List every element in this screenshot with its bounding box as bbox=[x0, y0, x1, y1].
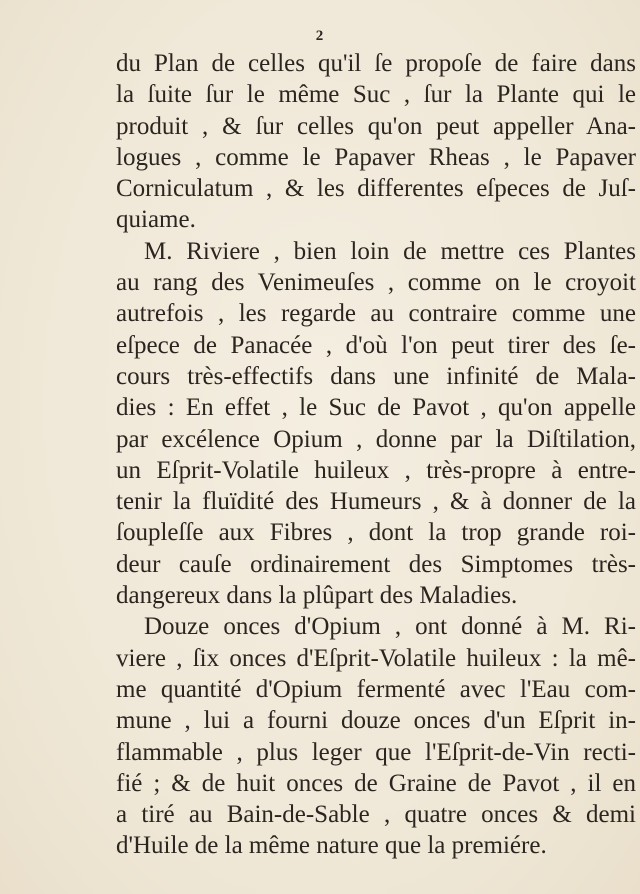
text-line: du Plan de celles qu'il ſe propoſe de faire dans bbox=[116, 50, 636, 77]
text-line: ſoupleſſe aux Fibres , dont la trop grande roi- bbox=[116, 519, 636, 547]
text-line: Douze onces d'Opium , ont donné à M. Ri- bbox=[144, 613, 636, 641]
text-line: deur cauſe ordinairement des Simptomes très- bbox=[116, 550, 636, 578]
text-line: eſpece de Panacée , d'où l'on peut tirer des ſe- bbox=[116, 331, 636, 359]
text-line: d'Huile de la même nature que la premiére. bbox=[116, 832, 547, 860]
text-line: me quantité d'Opium fermenté avec l'Eau com- bbox=[116, 675, 636, 703]
text-line: a tiré au Bain-de-Sable , quatre onces & demi bbox=[116, 801, 636, 829]
text-line: Corniculatum , & les differentes eſpeces de Juſ- bbox=[116, 175, 636, 203]
body-text bbox=[116, 48, 636, 862]
text-line: fié ; & de huit onces de Graine de Pavot , il en bbox=[116, 769, 636, 797]
text-line: M. Riviere , bien loin de mettre ces Plantes bbox=[144, 237, 636, 265]
text-line: cours très-effectifs dans une infinité de Mala- bbox=[116, 362, 636, 390]
text-line: par excélence Opium , donne par la Diſtilation, bbox=[116, 425, 636, 453]
text-line: quiame. bbox=[116, 206, 196, 234]
text-line: la ſuite ſur le même Suc , ſur la Plante qui le bbox=[116, 81, 636, 109]
text-line: produit , & ſur celles qu'on peut appeller Ana- bbox=[116, 112, 636, 140]
text-line: dies : En effet , le Suc de Pavot , qu'on appelle bbox=[116, 394, 636, 422]
text-line: flammable , plus leger que l'Eſprit-de-Vin recti- bbox=[116, 738, 636, 766]
text-line: au rang des Venimeuſes , comme on le croyoit bbox=[116, 269, 636, 297]
text-line: autrefois , les regarde au contraire comme une bbox=[116, 300, 636, 328]
page-number: 2 bbox=[315, 28, 325, 44]
text-line: tenir la fluïdité des Humeurs , & à donner de la bbox=[116, 488, 636, 516]
text-line: logues , comme le Papaver Rheas , le Papaver bbox=[116, 143, 636, 171]
text-line: dangereux dans la plûpart des Maladies. bbox=[116, 582, 518, 610]
text-line: mune , lui a fourni douze onces d'un Eſprit in- bbox=[116, 707, 636, 735]
text-line: viere , ſix onces d'Eſprit-Volatile huileux : la mê- bbox=[116, 644, 636, 672]
text-line: un Eſprit-Volatile huileux , très-propre à entre- bbox=[116, 456, 636, 484]
